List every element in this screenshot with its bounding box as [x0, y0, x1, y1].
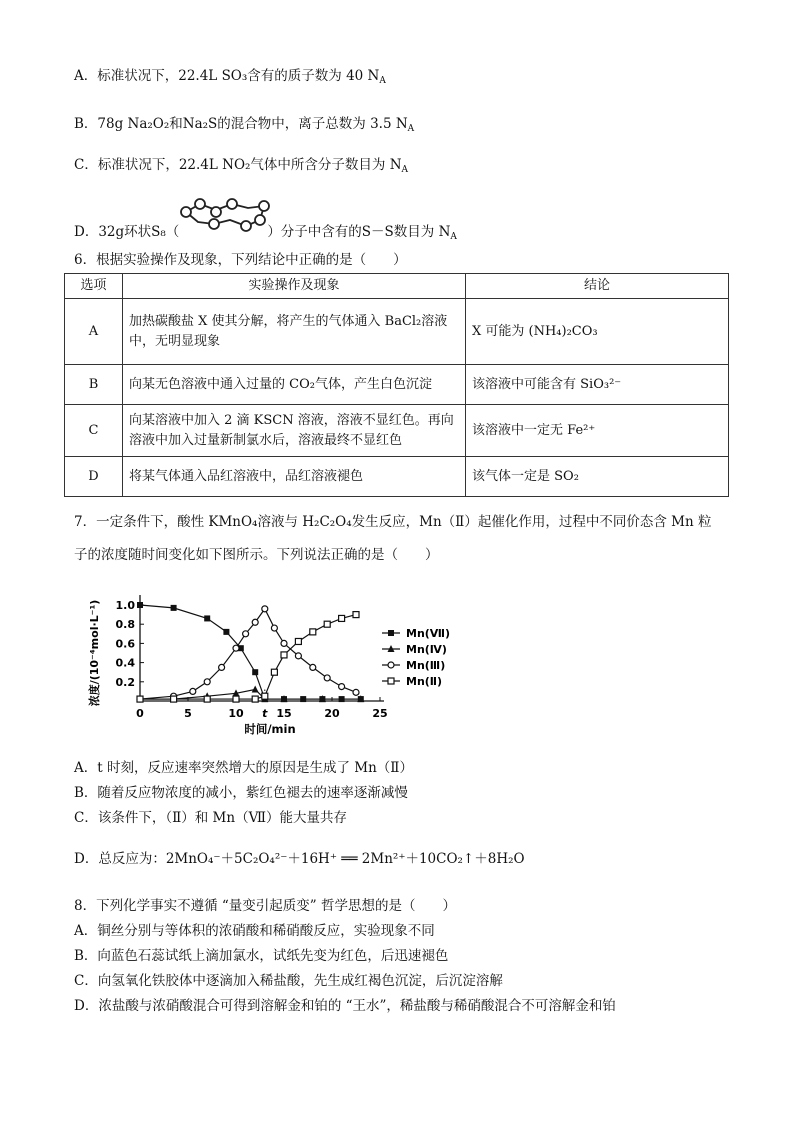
data-point — [271, 625, 277, 631]
q6-table — [64, 273, 729, 497]
data-point — [339, 615, 345, 621]
legend-entry — [382, 659, 445, 672]
x-tick-label: 0 — [136, 707, 144, 720]
series-line — [140, 605, 361, 699]
row-option: A — [65, 299, 123, 365]
data-point — [295, 638, 301, 644]
header-option: 选项 — [65, 274, 123, 299]
row-conclusion: 该溶液中可能含有 SiO₃²⁻ — [466, 365, 729, 405]
q8-option-a: A．铜丝分别与等体积的浓硝酸和稀硝酸反应，实验现象不同 — [74, 923, 435, 939]
data-point — [233, 696, 239, 702]
data-point — [262, 606, 268, 612]
q8-option-c: C．向氢氧化铁胶体中逐滴加入稀盐酸，先生成红褐色沉淀，后沉淀溶解 — [74, 973, 503, 989]
data-point — [171, 605, 177, 611]
legend-entry — [382, 627, 450, 640]
q5-option-b: B．78g Na₂O₂和Na₂S的混合物中，离子总数为 3.5 $N_A$ — [74, 116, 415, 134]
data-point — [190, 688, 196, 694]
data-point — [271, 669, 277, 675]
data-point — [281, 652, 287, 658]
data-point — [252, 619, 258, 625]
y-tick-label: 0.6 — [115, 637, 135, 651]
x-tick-label: 25 — [372, 707, 388, 720]
x-tick-label: 5 — [184, 707, 192, 720]
row-conclusion: 该气体一定是 SO₂ — [466, 457, 729, 497]
na-subscript: A — [407, 124, 415, 134]
y-tick-label: 0.8 — [115, 618, 135, 632]
data-point — [310, 664, 316, 670]
chart-legend — [382, 627, 450, 688]
series-3 — [137, 612, 359, 702]
q5-option-c: C．标准状况下，22.4L NO₂气体中所含分子数目为 $N_A$ — [74, 157, 409, 175]
row-option: D — [65, 457, 123, 497]
na-subscript: A — [379, 76, 386, 86]
q7-option-b: B．随着反应物浓度的减小，紫红色褪去的速率逐渐减慢 — [74, 785, 408, 801]
x-axis-label: 时间/min — [244, 722, 296, 736]
na-subscript: A — [401, 165, 409, 175]
data-point — [137, 602, 143, 608]
data-point — [339, 684, 345, 690]
data-point — [295, 653, 301, 659]
data-point — [324, 675, 330, 681]
row-procedure: 加热碳酸盐 X 使其分解，将产生的气体通入 BaCl₂溶液中，无明显现象 — [123, 299, 466, 365]
q5-option-d: D．32g环状S₈（ ）分子中含有的S－S数目为 $N_A$ — [74, 224, 457, 242]
q6-stem: 6．根据实验操作及现象，下列结论中正确的是（ ） — [74, 252, 407, 268]
data-point — [204, 696, 210, 702]
x-tick-label: 10 — [228, 707, 244, 720]
q8-stem: 8．下列化学事实不遵循 “量变引起质变” 哲学思想的是（ ） — [74, 898, 456, 914]
data-point — [204, 615, 210, 621]
data-point — [204, 679, 210, 685]
y-tick-label: 1.0 — [115, 599, 135, 612]
q7-option-c: C．该条件下，（Ⅱ）和 Mn（Ⅶ）能大量共存 — [74, 810, 347, 826]
q7-stem-line2: 子的浓度随时间变化如下图所示。下列说法正确的是（ ） — [74, 547, 439, 563]
data-point — [223, 629, 229, 635]
y-tick-label: 0.2 — [115, 675, 135, 689]
row-option: C — [65, 405, 123, 457]
s8-ring-diagram — [180, 198, 272, 234]
data-point — [243, 631, 249, 637]
row-procedure: 将某气体通入品红溶液中，品红溶液褪色 — [123, 457, 466, 497]
data-point — [252, 669, 258, 675]
y-tick-label: 0.4 — [115, 656, 135, 670]
x-tick-label: 15 — [276, 707, 292, 720]
row-procedure: 向某无色溶液中通入过量的 CO₂气体，产生白色沉淀 — [123, 365, 466, 405]
table-row — [65, 457, 729, 497]
row-conclusion: 该溶液中一定无 Fe²⁺ — [466, 405, 729, 457]
data-point — [388, 630, 394, 636]
chart-marks — [137, 602, 365, 702]
q7-option-a: A．t 时刻，反应速率突然增大的原因是生成了 Mn（Ⅱ） — [74, 760, 413, 776]
table-row — [65, 365, 729, 405]
x-tick-label: t — [262, 707, 268, 720]
series-2 — [137, 606, 359, 702]
na-subscript: A — [450, 232, 457, 242]
legend-label: Mn(Ⅶ) — [406, 627, 451, 640]
data-point — [281, 640, 287, 646]
table-header-row — [65, 274, 729, 299]
row-option: B — [65, 365, 123, 405]
x-tick-label: 20 — [324, 707, 340, 720]
data-point — [324, 621, 330, 627]
q8-option-b: B．向蓝色石蕊试纸上滴加氯水，试纸先变为红色，后迅速褪色 — [74, 948, 449, 964]
q8-option-d: D．浓盐酸与浓硝酸混合可得到溶解金和铂的 “王水”，稀盐酸与稀硝酸混合不可溶解金和铂 — [74, 998, 616, 1014]
data-point — [137, 696, 143, 702]
concentration-time-chart — [78, 578, 478, 746]
series-0 — [137, 602, 364, 702]
data-point — [353, 689, 359, 695]
legend-label: Mn(Ⅲ) — [406, 659, 446, 672]
data-point — [171, 696, 177, 702]
data-point — [310, 629, 316, 635]
q5-option-a: A．标准状况下，22.4L SO₃含有的质子数为 40 $N_A$ — [74, 68, 386, 86]
data-point — [233, 645, 239, 651]
data-point — [388, 678, 394, 684]
legend-entry — [382, 675, 442, 688]
data-point — [252, 696, 258, 702]
table-row — [65, 299, 729, 365]
y-axis-label: 浓度/(10⁻⁴mol·L⁻¹) — [88, 599, 101, 707]
data-point — [252, 685, 259, 692]
data-point — [262, 693, 268, 699]
legend-label: Mn(Ⅱ) — [406, 675, 443, 688]
data-point — [388, 662, 394, 668]
header-procedure: 实验操作及现象 — [123, 274, 466, 299]
data-point — [219, 664, 225, 670]
row-procedure: 向某溶液中加入 2 滴 KSCN 溶液，溶液不显红色。再向溶液中加入过量新制氯水后，溶液最终不显红色 — [123, 405, 466, 457]
data-point — [353, 612, 359, 618]
q7-option-d: D．总反应为：2MnO₄⁻＋5C₂O₄²⁻＋16H⁺ ══ 2Mn²⁺＋10CO₂↑＋8H₂O — [74, 851, 525, 867]
header-conclusion: 结论 — [466, 274, 729, 299]
legend-label: Mn(Ⅳ) — [406, 643, 447, 656]
legend-entry — [382, 643, 447, 656]
q7-stem-line1: 7．一定条件下，酸性 KMnO₄溶液与 H₂C₂O₄发生反应，Mn（Ⅱ）起催化作用，过程中不同价态含 Mn 粒 — [74, 514, 712, 530]
row-conclusion: X 可能为 (NH₄)₂CO₃ — [466, 299, 729, 365]
table-row — [65, 405, 729, 457]
